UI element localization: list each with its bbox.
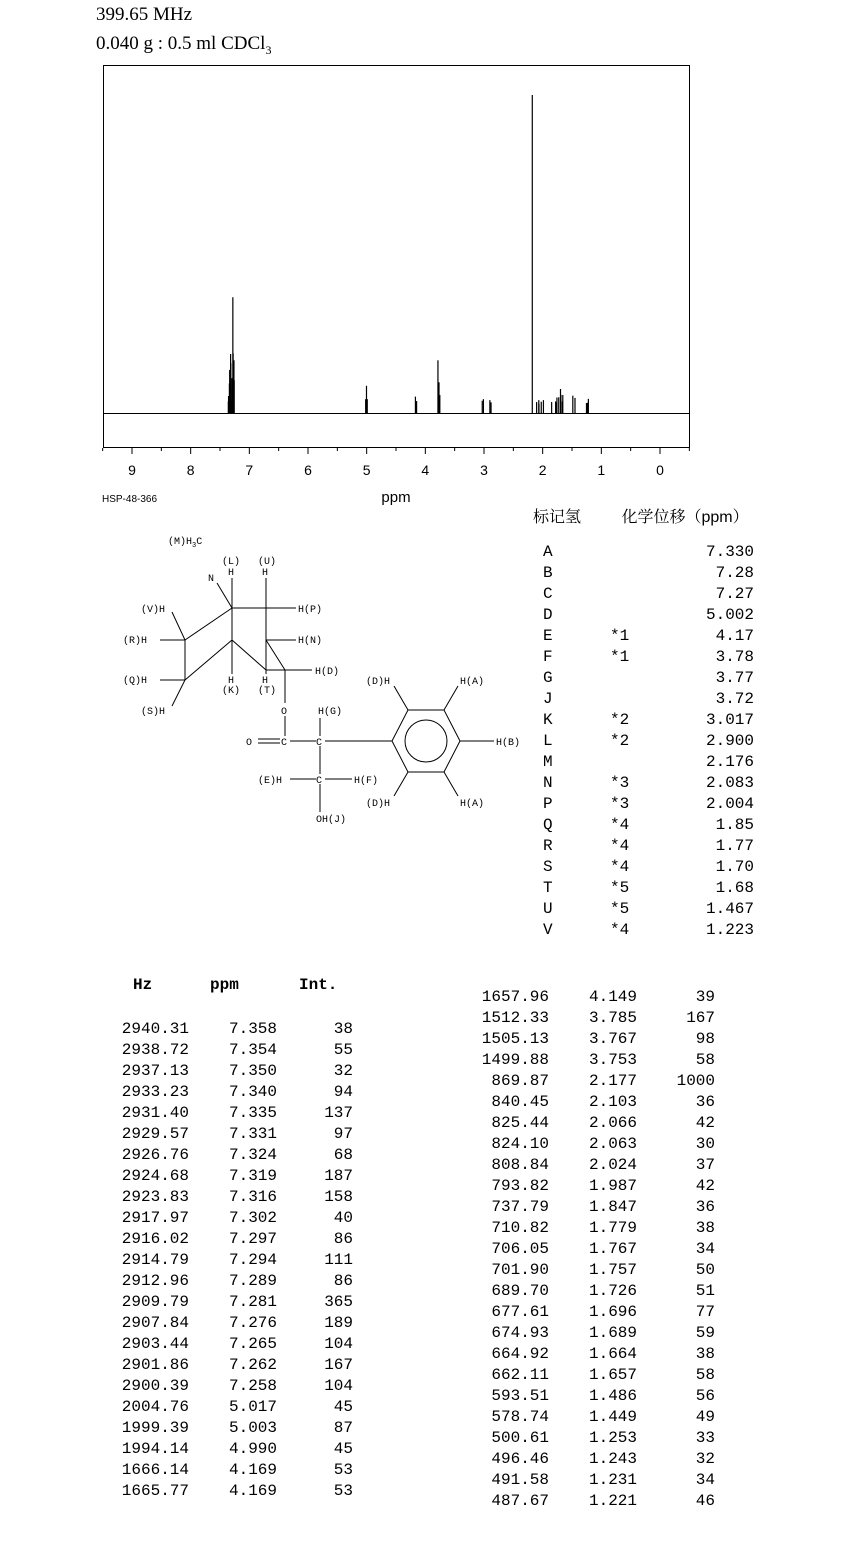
peak-int: 39 — [695, 988, 715, 1006]
peak-ppm: 2.024 — [588, 1156, 637, 1174]
peak-int: 42 — [695, 1114, 715, 1132]
methyl-carbon: C — [196, 537, 203, 548]
peak-hz: 2938.72 — [121, 1041, 189, 1059]
assignment-label: N — [543, 774, 553, 792]
peak-hz: 1994.14 — [121, 1440, 189, 1458]
peak-ppm: 1.221 — [588, 1492, 637, 1510]
k-h: H — [228, 676, 235, 687]
plot-frame — [104, 66, 690, 448]
peak-int: 365 — [324, 1293, 353, 1311]
peak-hz: 2937.13 — [121, 1062, 189, 1080]
assignment-label: S — [543, 858, 553, 876]
peak-hz: 2900.39 — [121, 1377, 189, 1395]
peak-int: 86 — [333, 1272, 353, 1290]
peak-hz: 1666.14 — [121, 1461, 189, 1479]
peak-ppm: 7.294 — [228, 1251, 277, 1269]
g-label: H(G) — [318, 707, 343, 718]
assignment-shift: 2.176 — [705, 753, 754, 771]
peak-int: 187 — [324, 1167, 353, 1185]
x-tick-label: 6 — [304, 462, 312, 478]
peak-int: 104 — [324, 1335, 353, 1353]
peak-int: 32 — [695, 1450, 715, 1468]
assignment-label: A — [543, 543, 553, 561]
peak-hz: 1499.88 — [481, 1051, 549, 1069]
assignment-label: F — [543, 648, 553, 666]
peak-hz: 1505.13 — [481, 1030, 549, 1048]
peak-ppm: 1.726 — [588, 1282, 637, 1300]
peak-int: 37 — [695, 1156, 715, 1174]
k-label: (K) — [222, 686, 241, 697]
peak-hz: 2924.68 — [121, 1167, 189, 1185]
peak-hz: 1657.96 — [481, 988, 549, 1006]
peak-ppm: 7.358 — [228, 1020, 277, 1038]
peak-ppm: 1.689 — [588, 1324, 637, 1342]
peak-int: 189 — [324, 1314, 353, 1332]
assignment-note: *5 — [610, 879, 630, 897]
assignment-label: U — [543, 900, 553, 918]
d-h-bottom: (D)H — [366, 799, 391, 810]
peak-hz: 500.61 — [491, 1429, 549, 1447]
assignment-note: *3 — [610, 795, 630, 813]
peak-ppm: 1.449 — [588, 1408, 637, 1426]
peak-hz: 2004.76 — [121, 1398, 189, 1416]
assignment-label: B — [543, 564, 553, 582]
assignment-label: R — [543, 837, 553, 855]
assignment-shift: 2.900 — [705, 732, 754, 750]
x-tick-label: 8 — [186, 462, 195, 478]
assignment-shift: 1.68 — [715, 879, 754, 897]
peak-ppm: 7.331 — [228, 1125, 277, 1143]
peak-ppm: 7.354 — [228, 1041, 277, 1059]
assignment-shift: 1.85 — [715, 816, 754, 834]
assignment-label: L — [543, 732, 553, 750]
peak-ppm: 1.231 — [588, 1471, 637, 1489]
assignment-note: *4 — [610, 816, 630, 834]
peak-ppm: 4.149 — [588, 988, 637, 1006]
methyl-subscript: 3 — [192, 542, 197, 550]
methyl-label: (M)H — [168, 537, 193, 548]
peak-ppm: 1.664 — [588, 1345, 637, 1363]
peak-ppm: 4.169 — [228, 1482, 277, 1500]
peak-hz: 2916.02 — [121, 1230, 189, 1248]
assignment-label: V — [543, 921, 553, 939]
peak-hz: 2940.31 — [121, 1020, 189, 1038]
peak-int: 34 — [695, 1240, 715, 1258]
ester-oxygen: O — [281, 707, 288, 718]
assignment-label: G — [543, 669, 553, 687]
peak-hz: 664.92 — [491, 1345, 549, 1363]
a-h-top: H(A) — [460, 677, 485, 688]
carbonyl-carbon: C — [281, 738, 288, 749]
peak-ppm: 7.340 — [228, 1083, 277, 1101]
assignment-label: D — [543, 606, 553, 624]
peak-int: 38 — [695, 1345, 715, 1363]
p-label: H(P) — [298, 605, 323, 616]
a-h-bottom: H(A) — [460, 799, 485, 810]
peak-hz: 2933.23 — [121, 1083, 189, 1101]
peak-ppm: 2.066 — [588, 1114, 637, 1132]
peak-ppm: 1.657 — [588, 1366, 637, 1384]
sample-subscript: 3 — [265, 42, 272, 57]
structure-bonds — [160, 578, 494, 812]
alpha-carbon: C — [316, 738, 323, 749]
peak-hz: 1999.39 — [121, 1419, 189, 1437]
peak-header-hz: Hz — [133, 976, 153, 994]
peak-hz: 2907.84 — [121, 1314, 189, 1332]
peak-hz: 710.82 — [491, 1219, 549, 1237]
peak-ppm: 2.103 — [588, 1093, 637, 1111]
assignment-shift: 1.467 — [705, 900, 754, 918]
peak-int: 111 — [324, 1251, 353, 1269]
peak-int: 34 — [695, 1471, 715, 1489]
assignment-label: J — [543, 690, 553, 708]
peak-int: 86 — [333, 1230, 353, 1248]
peak-hz: 491.58 — [491, 1471, 549, 1489]
v-label: (V)H — [141, 605, 166, 616]
peak-ppm: 2.177 — [588, 1072, 637, 1090]
peak-int: 32 — [333, 1062, 353, 1080]
peak-int: 59 — [695, 1324, 715, 1342]
assignment-note: *1 — [610, 627, 630, 645]
peak-hz: 2926.76 — [121, 1146, 189, 1164]
x-tick-label: 1 — [597, 462, 606, 478]
peak-int: 167 — [686, 1009, 715, 1027]
peak-ppm: 1.696 — [588, 1303, 637, 1321]
peak-hz: 677.61 — [491, 1303, 549, 1321]
peak-ppm: 1.757 — [588, 1261, 637, 1279]
peak-int: 53 — [333, 1482, 353, 1500]
peak-hz: 2912.96 — [121, 1272, 189, 1290]
peak-int: 68 — [333, 1146, 353, 1164]
peak-hz: 1512.33 — [481, 1009, 549, 1027]
peak-int: 40 — [333, 1209, 353, 1227]
t-label: (T) — [258, 686, 277, 697]
assignment-shift: 1.223 — [705, 921, 754, 939]
peak-ppm: 7.324 — [228, 1146, 277, 1164]
beta-carbon: C — [316, 776, 323, 787]
peak-hz: 1665.77 — [121, 1482, 189, 1500]
peak-ppm: 5.017 — [228, 1398, 277, 1416]
peak-hz: 808.84 — [491, 1156, 549, 1174]
peak-int: 51 — [695, 1282, 715, 1300]
peak-int: 97 — [333, 1125, 353, 1143]
peak-hz: 487.67 — [491, 1492, 549, 1510]
assignment-shift: 3.78 — [715, 648, 754, 666]
peak-int: 137 — [324, 1104, 353, 1122]
nmr-spectrum-chart — [0, 0, 850, 520]
peak-int: 98 — [695, 1030, 715, 1048]
peak-int: 36 — [695, 1093, 715, 1111]
peak-int: 30 — [695, 1135, 715, 1153]
e-label: (E)H — [258, 776, 283, 787]
peak-ppm: 7.262 — [228, 1356, 277, 1374]
d-label: H(D) — [315, 667, 340, 678]
x-tick-label: 7 — [245, 462, 254, 478]
peak-hz: 2929.57 — [121, 1125, 189, 1143]
x-tick-label: 4 — [421, 462, 430, 478]
peak-int: 55 — [333, 1041, 353, 1059]
peak-hz: 701.90 — [491, 1261, 549, 1279]
sample-text: 0.040 g : 0.5 ml CDCl — [96, 33, 266, 54]
peak-int: 94 — [333, 1083, 353, 1101]
peak-int: 36 — [695, 1198, 715, 1216]
peak-int: 50 — [695, 1261, 715, 1279]
assignment-shift: 3.017 — [705, 711, 754, 729]
peak-int: 45 — [333, 1440, 353, 1458]
peak-int: 58 — [695, 1366, 715, 1384]
peak-int: 87 — [333, 1419, 353, 1437]
peak-int: 49 — [695, 1408, 715, 1426]
peak-hz: 793.82 — [491, 1177, 549, 1195]
assignment-shift: 3.72 — [715, 690, 754, 708]
r-label: (R)H — [123, 636, 148, 647]
peak-ppm: 7.289 — [228, 1272, 277, 1290]
peak-ppm: 5.003 — [228, 1419, 277, 1437]
assignment-note: *1 — [610, 648, 630, 666]
peak-int: 38 — [695, 1219, 715, 1237]
peak-ppm: 7.316 — [228, 1188, 277, 1206]
peak-int: 33 — [695, 1429, 715, 1447]
peak-int: 58 — [695, 1051, 715, 1069]
spectrum-peaks — [228, 95, 588, 414]
peak-ppm: 3.753 — [588, 1051, 637, 1069]
x-tick-label: 5 — [362, 462, 371, 478]
peak-hz: 2917.97 — [121, 1209, 189, 1227]
assignment-shift: 7.330 — [705, 543, 754, 561]
peak-ppm: 1.243 — [588, 1450, 637, 1468]
q-label: (Q)H — [123, 676, 148, 687]
peak-ppm: 7.265 — [228, 1335, 277, 1353]
peak-int: 45 — [333, 1398, 353, 1416]
peak-hz: 593.51 — [491, 1387, 549, 1405]
t-h: H — [262, 676, 269, 687]
assignment-shift: 7.28 — [715, 564, 754, 582]
peak-ppm: 7.302 — [228, 1209, 277, 1227]
u-h: H — [262, 568, 269, 579]
assignment-shift: 4.17 — [715, 627, 754, 645]
x-axis-label: ppm — [381, 489, 411, 506]
assignment-label: M — [543, 753, 553, 771]
peak-ppm: 1.987 — [588, 1177, 637, 1195]
peak-ppm: 7.335 — [228, 1104, 277, 1122]
n-label: H(N) — [298, 636, 323, 647]
assignment-label: K — [543, 711, 553, 729]
peak-hz: 737.79 — [491, 1198, 549, 1216]
assignment-note: *2 — [610, 711, 630, 729]
x-tick-label: 3 — [480, 462, 488, 478]
x-tick-label: 0 — [656, 462, 664, 478]
assignment-label: Q — [543, 816, 553, 834]
peak-hz: 2909.79 — [121, 1293, 189, 1311]
peak-int: 53 — [333, 1461, 353, 1479]
svg-text:(M)H3C — [168, 536, 202, 550]
peak-int: 77 — [695, 1303, 715, 1321]
peak-ppm: 7.297 — [228, 1230, 277, 1248]
peak-int: 42 — [695, 1177, 715, 1195]
assignment-label: T — [543, 879, 553, 897]
peak-ppm: 7.319 — [228, 1167, 277, 1185]
s-label: (S)H — [141, 707, 166, 718]
peak-hz: 674.93 — [491, 1324, 549, 1342]
peak-int: 158 — [324, 1188, 353, 1206]
peak-int: 46 — [695, 1492, 715, 1510]
d-h-top: (D)H — [366, 677, 391, 688]
assignment-note: *4 — [610, 858, 630, 876]
peak-ppm: 4.990 — [228, 1440, 277, 1458]
assignment-note: *5 — [610, 900, 630, 918]
assignment-shift: 2.083 — [705, 774, 754, 792]
peak-hz: 2931.40 — [121, 1104, 189, 1122]
assignment-shift: 5.002 — [705, 606, 754, 624]
peak-ppm: 1.253 — [588, 1429, 637, 1447]
peak-ppm: 1.779 — [588, 1219, 637, 1237]
nitrogen-label: N — [208, 574, 215, 585]
peak-hz: 2923.83 — [121, 1188, 189, 1206]
f-label: H(F) — [354, 776, 379, 787]
assignment-note: *4 — [610, 921, 630, 939]
peak-hz: 662.11 — [491, 1366, 549, 1384]
spectrometer-frequency: 399.65 MHz — [96, 4, 193, 25]
j-label: OH(J) — [316, 815, 347, 826]
peak-hz: 2903.44 — [121, 1335, 189, 1353]
peak-header-ppm: ppm — [210, 976, 239, 994]
x-tick-label: 2 — [538, 462, 547, 478]
assignment-shift: 7.27 — [715, 585, 754, 603]
peak-ppm: 1.847 — [588, 1198, 637, 1216]
peak-header-int: Int. — [299, 976, 338, 994]
peak-hz: 840.45 — [491, 1093, 549, 1111]
assignment-note: *2 — [610, 732, 630, 750]
peak-int: 104 — [324, 1377, 353, 1395]
peak-int: 56 — [695, 1387, 715, 1405]
assignment-shift: 3.77 — [715, 669, 754, 687]
x-tick-label: 9 — [128, 462, 136, 478]
peak-hz: 825.44 — [491, 1114, 549, 1132]
peak-hz: 824.10 — [491, 1135, 549, 1153]
l-h: H — [228, 568, 235, 579]
peak-hz: 2901.86 — [121, 1356, 189, 1374]
molecule-structure — [110, 528, 530, 828]
assignment-note: *4 — [610, 837, 630, 855]
peak-int: 167 — [324, 1356, 353, 1374]
peak-hz: 2914.79 — [121, 1251, 189, 1269]
sample-code: HSP-48-366 — [102, 494, 158, 505]
peak-ppm: 3.767 — [588, 1030, 637, 1048]
assignment-shift: 1.70 — [715, 858, 754, 876]
l-label: (L) — [222, 557, 241, 568]
peak-ppm: 7.276 — [228, 1314, 277, 1332]
assignment-shift: 1.77 — [715, 837, 754, 855]
assignment-header — [533, 504, 749, 527]
peak-hz: 869.87 — [491, 1072, 549, 1090]
assignment-col-label: 标记氢 — [533, 509, 582, 526]
structure-labels — [123, 536, 520, 826]
peak-ppm: 7.258 — [228, 1377, 277, 1395]
u-label: (U) — [258, 557, 277, 568]
peak-ppm: 1.767 — [588, 1240, 637, 1258]
peak-int: 38 — [333, 1020, 353, 1038]
peak-ppm: 2.063 — [588, 1135, 637, 1153]
assignment-label: C — [543, 585, 553, 603]
peak-hz: 496.46 — [491, 1450, 549, 1468]
peak-ppm: 1.486 — [588, 1387, 637, 1405]
peak-ppm: 3.785 — [588, 1009, 637, 1027]
x-axis-ticks — [103, 448, 690, 454]
assignment-note: *3 — [610, 774, 630, 792]
peak-int: 1000 — [676, 1072, 715, 1090]
carbonyl-oxygen: O — [246, 738, 253, 749]
assignment-label: P — [543, 795, 553, 813]
assignment-shift: 2.004 — [705, 795, 754, 813]
assignment-label: E — [543, 627, 553, 645]
peak-ppm: 7.350 — [228, 1062, 277, 1080]
assignment-col-shift: 化学位移（ppm） — [621, 509, 749, 526]
peak-hz: 578.74 — [491, 1408, 549, 1426]
peak-ppm: 4.169 — [228, 1461, 277, 1479]
x-axis-tick-labels — [128, 462, 664, 478]
peak-hz: 706.05 — [491, 1240, 549, 1258]
peak-hz: 689.70 — [491, 1282, 549, 1300]
peak-ppm: 7.281 — [228, 1293, 277, 1311]
b-label: H(B) — [496, 738, 521, 749]
